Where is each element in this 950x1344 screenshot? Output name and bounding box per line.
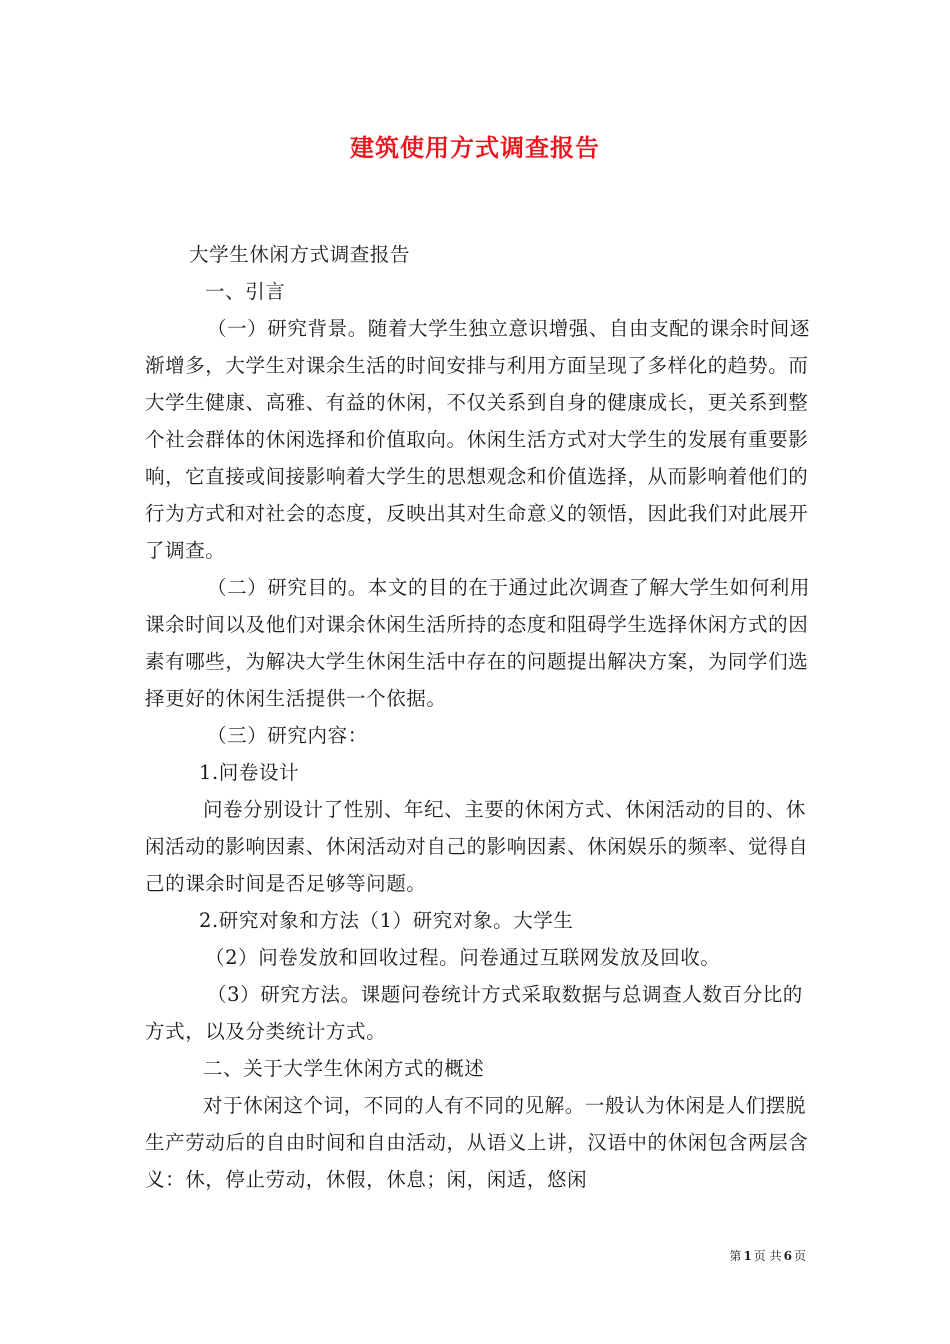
- paragraph: （3）研究方法。课题问卷统计方式采取数据与总调查人数百分比的方式，以及分类统计方式。: [145, 983, 803, 1043]
- page-footer: [729, 1247, 806, 1264]
- paragraph: （一）研究背景。随着大学生独立意识增强、自由支配的课余时间逐渐增多，大学生对课余生活的时间安排与利用方面呈现了多样化的趋势。而大学生健康、高雅、有益的休闲，不仅关系到自身的健康成长，更关系到整个社会群体的休闲选择和价值取向。休闲生活方式对大学生的发展有重要影响，它直接或间接影响着大学生的思想观念和价值选择，从而影响着他们的行为方式和对社会的态度，反映出其对生命意义的领悟，因此我们对此展开了调查。: [145, 317, 811, 562]
- document-body: [145, 236, 810, 1198]
- paragraph: 对于休闲这个词，不同的人有不同的见解。一般认为休闲是人们摆脱生产劳动后的自由时间和自由活动，从语义上讲，汉语中的休闲包含两层含义：休，停止劳动，休假，休息；闲，闲适，悠闲: [145, 1094, 809, 1191]
- paragraph: （2）问卷发放和回收过程。问卷通过互联网发放及回收。: [205, 946, 721, 969]
- footer-middle: 页 共: [753, 1249, 782, 1263]
- paragraph: 1.问卷设计: [199, 761, 300, 784]
- footer-prefix: 第: [729, 1249, 742, 1263]
- paragraph: （二）研究目的。本文的目的在于通过此次调查了解大学生如何利用课余时间以及他们对课余休闲生活所持的态度和阻碍学生选择休闲方式的因素有哪些，为解决大学生休闲生活中存在的问题提出解决方案，为同学们选择更好的休闲生活提供一个依据。: [145, 576, 811, 710]
- footer-suffix: 页: [793, 1249, 806, 1263]
- paragraph: （三）研究内容：: [207, 724, 368, 747]
- document-title: 建筑使用方式调查报告: [350, 133, 600, 162]
- footer-total-pages: 6: [783, 1249, 792, 1263]
- footer-page-number: 1: [743, 1249, 752, 1263]
- paragraph: 2.研究对象和方法（1）研究对象。大学生: [199, 909, 574, 932]
- paragraph: 二、关于大学生休闲方式的概述: [203, 1057, 485, 1080]
- paragraph: 大学生休闲方式调查报告: [189, 243, 411, 266]
- paragraph: 一、引言: [205, 280, 286, 303]
- paragraph: 问卷分别设计了性别、年纪、主要的休闲方式、休闲活动的目的、休闲活动的影响因素、休闲活动对自己的影响因素、休闲娱乐的频率、觉得自己的课余时间是否足够等问题。: [145, 798, 809, 895]
